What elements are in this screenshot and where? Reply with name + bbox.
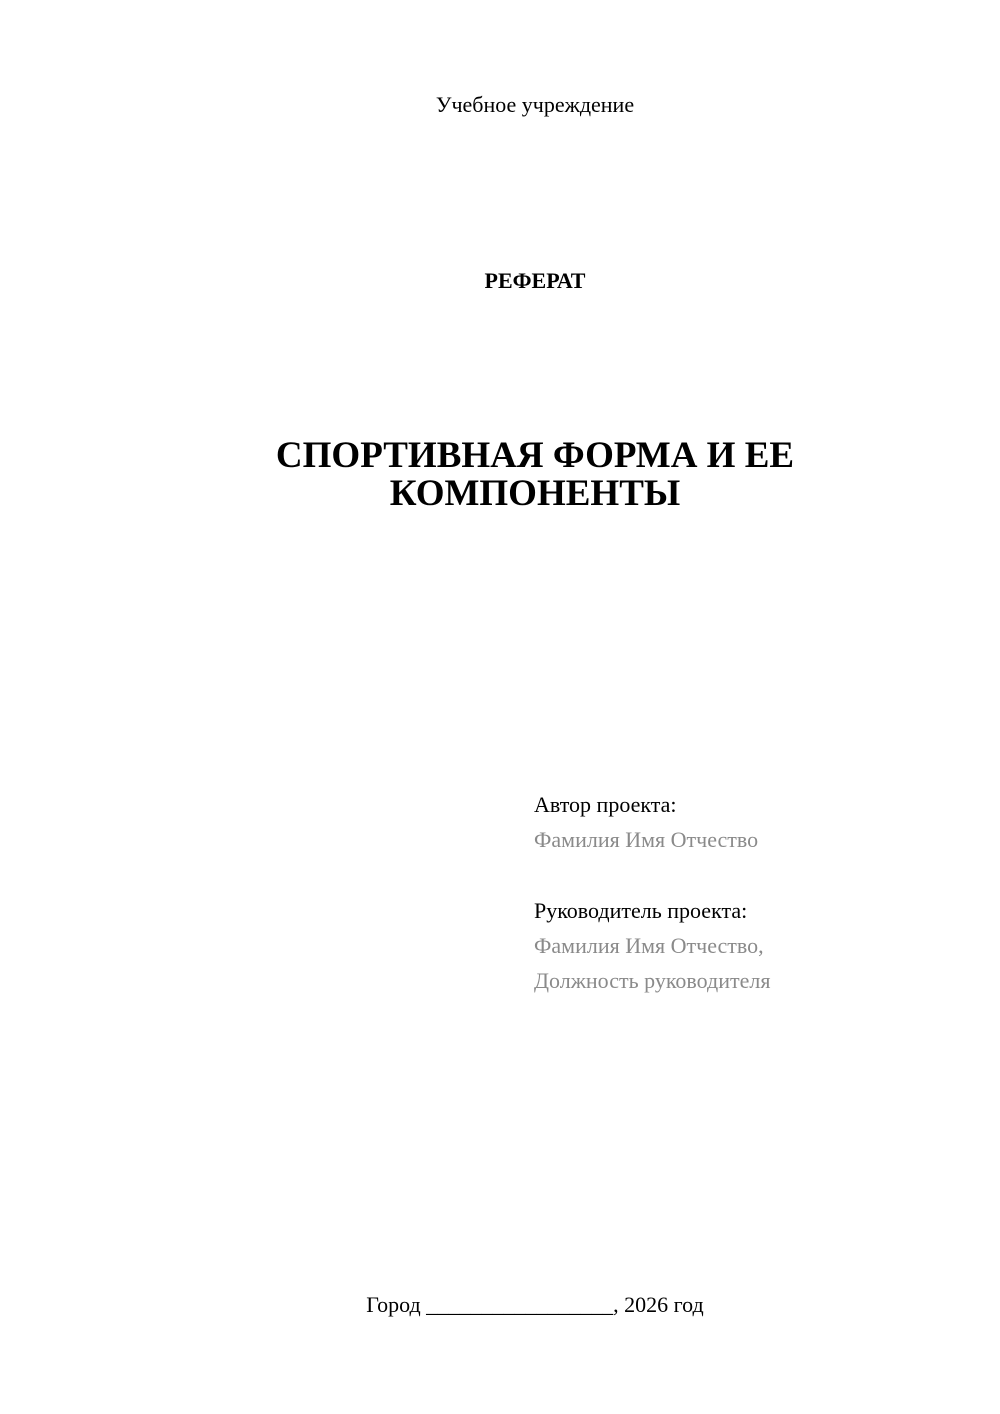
author-label: Автор проекта: <box>534 792 677 817</box>
document-title <box>235 437 835 513</box>
supervisor-name: Фамилия Имя Отчество, <box>534 933 764 958</box>
city-year-line: Город _________________, 2026 год <box>366 1292 704 1317</box>
document-title-line-2: КОМПОНЕНТЫ <box>389 473 681 514</box>
supervisor-position: Должность руководителя <box>534 968 771 993</box>
institution-name: Учебное учреждение <box>435 92 635 117</box>
document-type: РЕФЕРАТ <box>484 268 586 293</box>
author-name: Фамилия Имя Отчество <box>534 827 759 852</box>
supervisor-label: Руководитель проекта: <box>534 898 748 923</box>
credits-spacer <box>534 857 974 893</box>
credits-block <box>534 787 974 998</box>
document-title-line-1: СПОРТИВНАЯ ФОРМА И ЕЕ <box>275 435 795 476</box>
